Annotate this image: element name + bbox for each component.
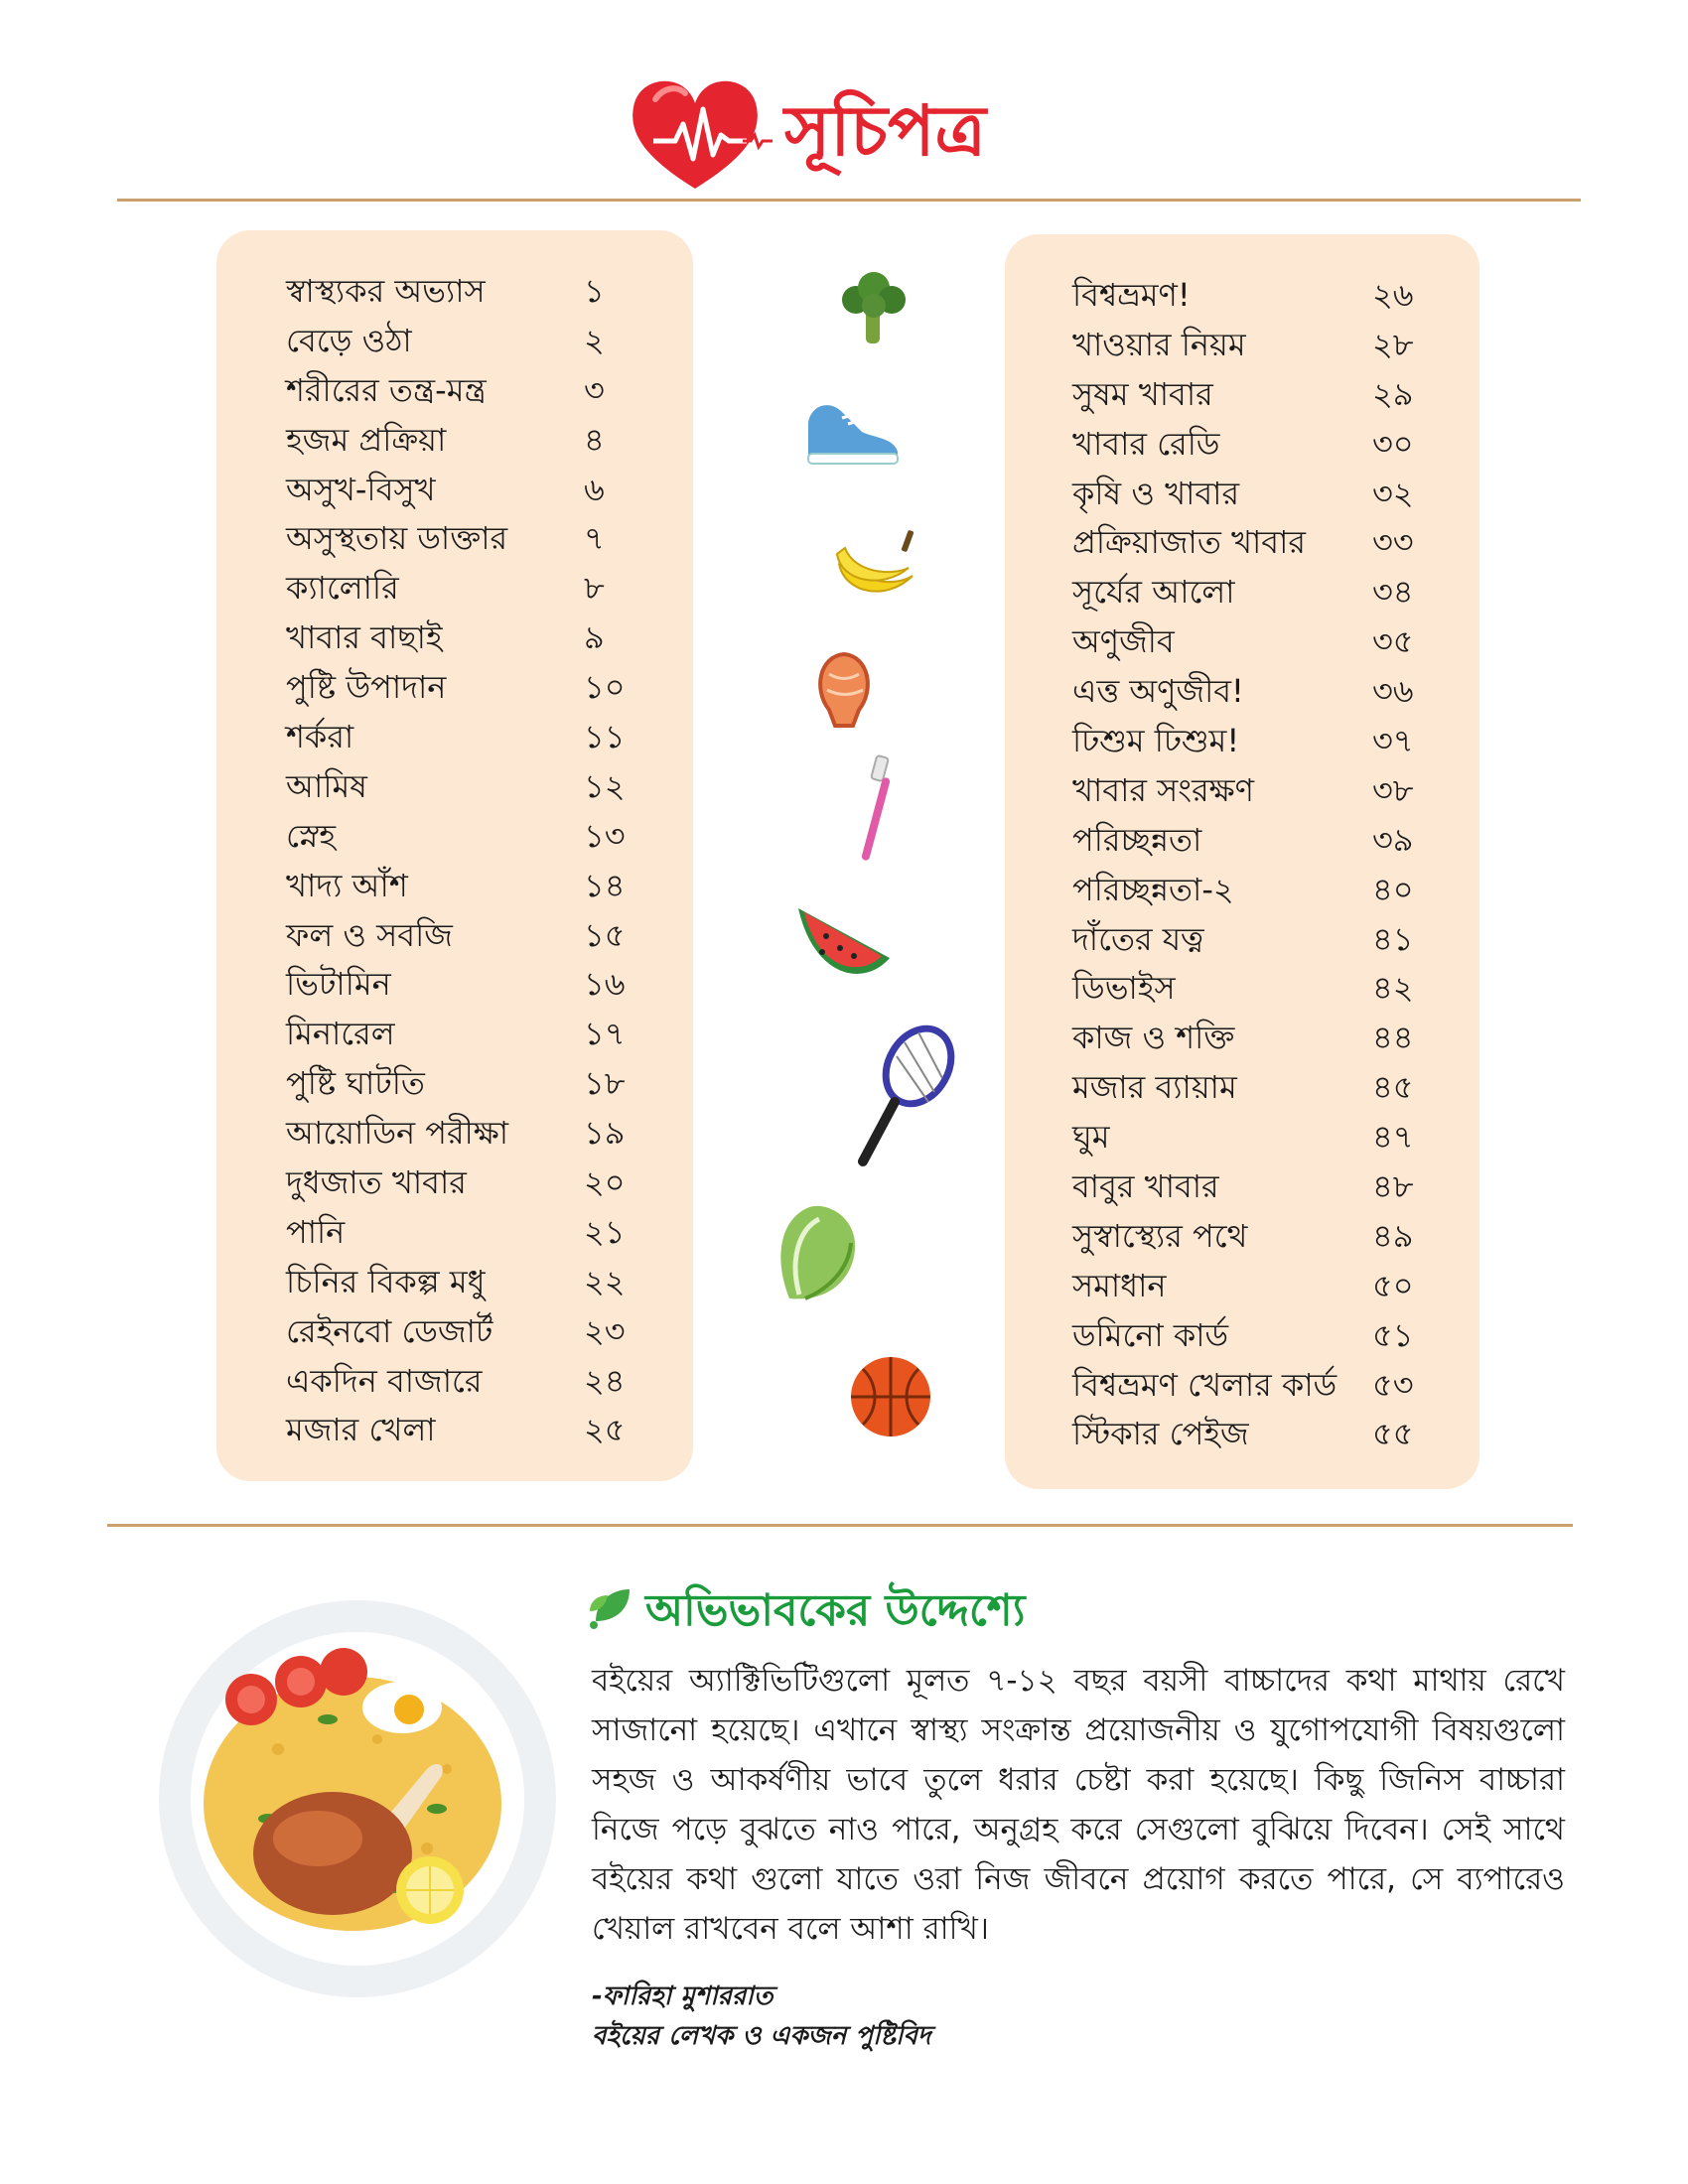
toc-entry-page: ৩০ <box>1372 424 1414 463</box>
toc-right-list <box>1072 272 1452 1460</box>
toc-entry-title: পুষ্টি ঘাটতি <box>286 1064 425 1103</box>
toc-entry-page: ২ <box>584 321 605 359</box>
toc-entry[interactable] <box>1072 718 1452 767</box>
toc-entry[interactable] <box>1072 1362 1452 1412</box>
toc-entry-page: ১৮ <box>584 1064 626 1103</box>
toc-entry-page: ২৪ <box>584 1361 626 1400</box>
toc-left-list <box>286 268 663 1456</box>
toc-entry-title: স্বাস্থ্যকর অভ্যাস <box>286 271 486 310</box>
toc-entry-title: দুধজাত খাবার <box>286 1162 467 1201</box>
toc-entry[interactable] <box>286 1259 663 1308</box>
toc-entry[interactable] <box>286 467 663 516</box>
toc-entry-page: ২১ <box>584 1212 626 1251</box>
toc-entry[interactable] <box>1072 519 1452 569</box>
toc-entry-title: একদিন বাজারে <box>286 1361 483 1400</box>
toc-entry-title: অসুস্থতায় ডাক্তার <box>286 519 508 558</box>
toc-entry-page: ২৫ <box>584 1411 626 1449</box>
toc-entry-page: ২২ <box>584 1262 626 1300</box>
toc-entry-page: ১০ <box>584 668 626 707</box>
toc-entry-page: ৩৭ <box>1372 721 1414 759</box>
toc-entry-page: ২৯ <box>1372 374 1414 413</box>
toc-entry-page: ৮ <box>584 569 605 608</box>
toc-entry[interactable] <box>1072 1312 1452 1362</box>
salmon-steak-icon <box>809 650 879 730</box>
toc-entry-title: রেইনবো ডেজার্ট <box>286 1311 493 1350</box>
toc-entry-title: এত্ত অণুজীব! <box>1072 672 1244 711</box>
toc-entry-page: ২৮ <box>1372 325 1414 363</box>
page-header <box>0 60 1688 189</box>
toc-entry-title: স্টিকার পেইজ <box>1072 1415 1249 1453</box>
toc-entry-title: বেড়ে ওঠা <box>286 321 412 359</box>
toc-entry-page: ৩৫ <box>1372 622 1414 661</box>
toc-entry-title: মজার ব্যায়াম <box>1072 1068 1237 1107</box>
middle-divider <box>107 1524 1573 1527</box>
watermelon-icon <box>794 898 894 978</box>
toc-entry-page: ৩৮ <box>1372 770 1414 809</box>
toc-entry[interactable] <box>286 417 663 467</box>
toc-entry[interactable] <box>286 1308 663 1358</box>
toc-entry-title: কৃষি ও খাবার <box>1072 474 1240 512</box>
toc-entry-title: স্নেহ <box>286 816 337 855</box>
toc-entry-page: ১৬ <box>584 965 626 1004</box>
toc-entry-page: ৫৫ <box>1372 1415 1414 1453</box>
toc-entry[interactable] <box>286 1209 663 1259</box>
toc-entry-page: ১ <box>584 271 605 310</box>
broccoli-icon <box>834 270 914 349</box>
toc-entry[interactable] <box>1072 1213 1452 1263</box>
toc-entry-title: ঘুম <box>1072 1118 1110 1157</box>
toc-entry-page: ৩ <box>584 370 605 409</box>
toc-entry[interactable] <box>1072 867 1452 916</box>
page-title: সূচিপত্র <box>784 89 986 172</box>
toc-entry[interactable] <box>1072 569 1452 618</box>
toc-entry[interactable] <box>286 565 663 614</box>
heartbeat-heart-icon <box>626 69 774 199</box>
toc-entry-page: ২০ <box>584 1162 626 1201</box>
toc-entry-page: ৪৫ <box>1372 1068 1414 1107</box>
toc-entry-page: ৫৩ <box>1372 1365 1414 1404</box>
toc-entry-page: ৪৯ <box>1372 1216 1414 1255</box>
toc-entry[interactable] <box>1072 767 1452 817</box>
toc-entry-title: ডমিনো কার্ড <box>1072 1315 1229 1354</box>
toc-entry-title: মজার খেলা <box>286 1411 436 1449</box>
toc-entry-page: ৪৪ <box>1372 1019 1414 1057</box>
toc-entry-title: অসুখ-বিসুখ <box>286 470 436 508</box>
toc-entry-page: ৪০ <box>1372 870 1414 908</box>
toc-entry-title: খাদ্য আঁশ <box>286 866 408 904</box>
toc-entry-page: ৩৬ <box>1372 672 1414 711</box>
toc-entry-title: পানি <box>286 1212 346 1251</box>
toc-entry-title: শরীরের তন্ত্র-মন্ত্র <box>286 370 487 409</box>
toc-entry[interactable] <box>286 1110 663 1160</box>
toc-entry-page: ৩৯ <box>1372 820 1414 859</box>
toc-entry-page: ৪১ <box>1372 919 1414 958</box>
sneaker-icon <box>802 392 902 472</box>
toc-entry[interactable] <box>1072 272 1452 322</box>
toc-entry-title: বিশ্বভ্রমণ খেলার কার্ড <box>1072 1365 1337 1404</box>
tennis-racket-icon <box>849 1023 958 1171</box>
toc-entry-title: চিনির বিকল্প মধু <box>286 1262 486 1300</box>
toc-entry[interactable] <box>286 813 663 863</box>
toc-entry-page: ১৩ <box>584 816 626 855</box>
toc-entry-page: ৪২ <box>1372 969 1414 1008</box>
toc-entry[interactable] <box>286 863 663 912</box>
toc-entry[interactable] <box>1072 1163 1452 1213</box>
toc-entry-page: ৫১ <box>1372 1315 1414 1354</box>
top-divider <box>117 199 1581 202</box>
toc-entry[interactable] <box>286 367 663 417</box>
toc-entry-page: ৫০ <box>1372 1266 1414 1304</box>
signature-name: -ফারিহা মুশাররাত <box>592 1981 774 2011</box>
toc-entry[interactable] <box>1072 965 1452 1015</box>
toc-entry-title: বাবুর খাবার <box>1072 1166 1219 1205</box>
toc-entry[interactable] <box>1072 916 1452 966</box>
signature-role: বইয়ের লেখক ও একজন পুষ্টিবিদ <box>592 2021 931 2051</box>
leaf-icon <box>586 1581 635 1635</box>
toc-entry-page: ১৪ <box>584 866 626 904</box>
toc-entry[interactable] <box>286 318 663 367</box>
toc-entry-page: ১৫ <box>584 915 626 954</box>
toc-right-panel <box>1005 234 1479 1489</box>
toc-entry-title: অণুজীব <box>1072 622 1175 661</box>
toc-entry-title: কাজ ও শক্তি <box>1072 1019 1235 1057</box>
toc-entry-page: ৩৩ <box>1372 523 1414 562</box>
toc-entry-page: ৪৮ <box>1372 1166 1414 1205</box>
toc-entry[interactable] <box>286 763 663 813</box>
banana-icon <box>829 524 918 604</box>
toc-entry-title: মিনারেল <box>286 1015 395 1053</box>
toc-entry-title: খাবার রেডি <box>1072 424 1220 463</box>
toc-entry[interactable] <box>1072 1064 1452 1114</box>
toc-entry[interactable] <box>286 714 663 763</box>
toc-entry-title: প্রক্রিয়াজাত খাবার <box>1072 523 1307 562</box>
toc-left-panel <box>216 230 693 1481</box>
toc-entry[interactable] <box>286 664 663 714</box>
toc-entry-title: সূর্যের আলো <box>1072 573 1235 612</box>
toc-entry[interactable] <box>1072 1263 1452 1312</box>
toc-entry[interactable] <box>1072 817 1452 867</box>
toc-entry-page: ৩২ <box>1372 474 1414 512</box>
toc-entry-page: ৭ <box>584 519 605 558</box>
toc-entry-page: ১২ <box>584 766 626 805</box>
toc-entry-title: পুষ্টি উপাদান <box>286 668 447 707</box>
toc-entry-title: খাওয়ার নিয়ম <box>1072 325 1246 363</box>
toc-entry-page: ৪৭ <box>1372 1118 1414 1157</box>
toc-entry[interactable] <box>286 1160 663 1209</box>
toc-entry[interactable] <box>1072 322 1452 371</box>
toc-entry-page: ৩৪ <box>1372 573 1414 612</box>
toc-entry-title: খাবার সংরক্ষণ <box>1072 770 1254 809</box>
toc-entry-title: আয়োডিন পরীক্ষা <box>286 1114 508 1153</box>
toc-entry-title: আমিষ <box>286 766 367 805</box>
toc-entry[interactable] <box>286 614 663 664</box>
toc-entry[interactable] <box>286 1358 663 1408</box>
toc-entry[interactable] <box>1072 668 1452 718</box>
section-title: অভিভাবকের উদ্দেশ্যে <box>645 1585 1026 1636</box>
toc-entry-page: ১৭ <box>584 1015 626 1053</box>
toc-entry-title: ফল ও সবজি <box>286 915 453 954</box>
toc-entry-title: পরিচ্ছন্নতা-২ <box>1072 870 1234 908</box>
basketball-icon <box>849 1355 932 1438</box>
toc-entry-page: ২৬ <box>1372 275 1414 314</box>
toc-entry[interactable] <box>1072 371 1452 421</box>
toothbrush-icon <box>854 754 904 864</box>
toc-entry[interactable] <box>1072 1114 1452 1163</box>
toc-entry-title: হজম প্রক্রিয়া <box>286 420 447 459</box>
toc-entry-page: ২৩ <box>584 1311 626 1350</box>
toc-entry-title: দাঁতের যত্ন <box>1072 919 1204 958</box>
toc-entry-page: ৯ <box>584 618 605 657</box>
toc-entry-title: ক্যালোরি <box>286 569 399 608</box>
toc-entry[interactable] <box>286 1407 663 1456</box>
toc-entry-title: সুষম খাবার <box>1072 374 1213 413</box>
toc-entry[interactable] <box>1072 471 1452 520</box>
toc-entry[interactable] <box>1072 1411 1452 1460</box>
toc-entry-page: ১১ <box>584 717 626 755</box>
lettuce-icon <box>770 1199 869 1308</box>
toc-entry-title: সমাধান <box>1072 1266 1167 1304</box>
toc-entry-title: পরিচ্ছন্নতা <box>1072 820 1202 859</box>
toc-entry[interactable] <box>286 961 663 1011</box>
parents-note-body: বইয়ের অ্যাক্টিভিটিগুলো মূলত ৭-১২ বছর বয়সী বাচ্চাদের কথা মাথায় রেখে সাজানো হয়েছে। এখানে স্বাস্থ্য সংক্রান্ত প্রয়োজনীয় ও যুগোপযোগী বিষয়গুলো সহজ ও আকর্ষণীয় ভাবে তুলে ধরার চেষ্টা করা হয়েছে। কিছু জিনিস বাচ্চারা নিজে পড়ে বুঝতে নাও পারে, অনুগ্রহ করে সেগুলো বুঝিয়ে দিবেন। সেই সাথে বইয়ের কথা গুলো যাতে ওরা নিজ জীবনে প্রয়োগ করতে পারে, সে ব্যপারেও খেয়াল রাখবেন বলে আশা রাখি। <box>592 1663 1565 1947</box>
toc-entry[interactable] <box>1072 421 1452 471</box>
toc-entry-title: খাবার বাছাই <box>286 618 443 657</box>
toc-entry-title: শর্করা <box>286 717 354 755</box>
toc-entry[interactable] <box>286 515 663 565</box>
chicken-rice-plate-icon <box>149 1590 566 2007</box>
toc-entry-title: ঢিশুম ঢিশুম! <box>1072 721 1240 759</box>
toc-entry-title: ডিভাইস <box>1072 969 1176 1008</box>
toc-entry-title: ভিটামিন <box>286 965 391 1004</box>
toc-entry[interactable] <box>286 268 663 318</box>
toc-entry[interactable] <box>1072 618 1452 668</box>
toc-entry-title: সুস্বাস্থ্যের পথে <box>1072 1216 1248 1255</box>
toc-entry-page: ১৯ <box>584 1114 626 1153</box>
toc-entry-page: ৬ <box>584 470 605 508</box>
toc-entry[interactable] <box>286 1011 663 1060</box>
toc-entry[interactable] <box>1072 1015 1452 1064</box>
toc-entry-page: ৪ <box>584 420 605 459</box>
toc-entry-title: বিশ্বভ্রমণ! <box>1072 275 1191 314</box>
toc-entry[interactable] <box>286 1060 663 1110</box>
toc-entry[interactable] <box>286 912 663 962</box>
